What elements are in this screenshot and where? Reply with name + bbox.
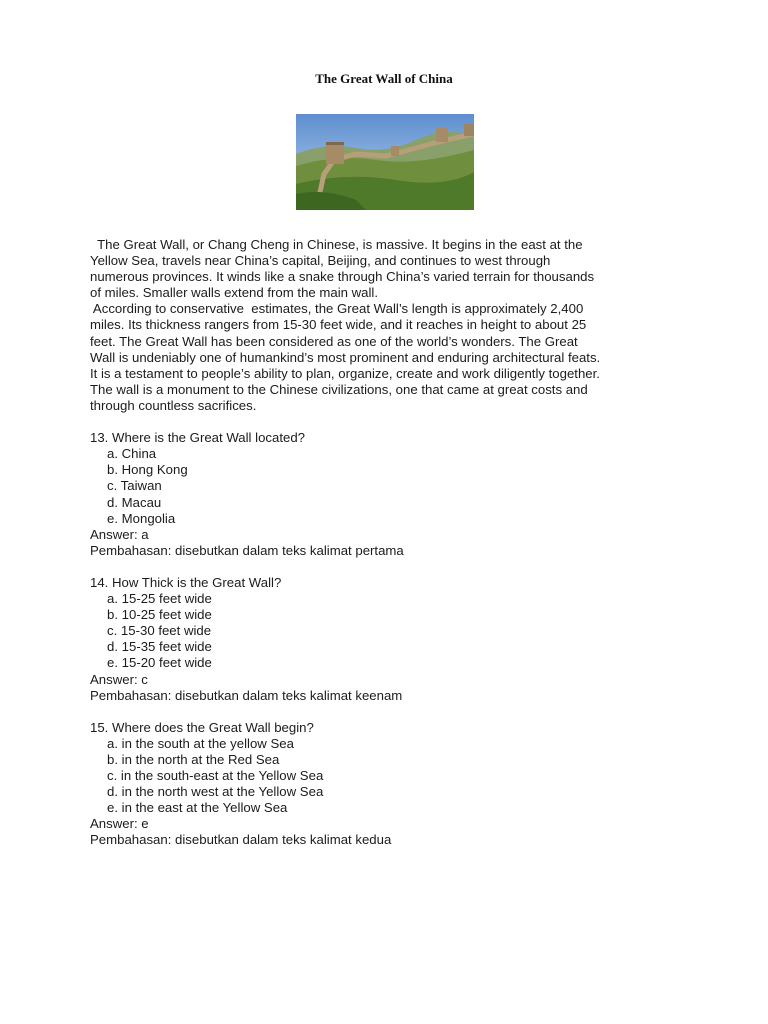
answer-option: a. China	[107, 446, 157, 462]
question-text: 13. Where is the Great Wall located?	[90, 430, 306, 446]
passage-line: feet. The Great Wall has been considered as one of the world’s wonders. The Great	[90, 333, 578, 349]
explanation: Pembahasan: disebutkan dalam teks kalimat kedua	[90, 832, 392, 848]
passage-line: miles. Its thickness rangers from 15-30 feet wide, and it reaches in height to about 25	[90, 317, 587, 333]
explanation: Pembahasan: disebutkan dalam teks kalimat pertama	[90, 542, 404, 558]
answer-option: a. 15-25 feet wide	[107, 591, 212, 607]
passage-line: According to conservative estimates, the Great Wall’s length is approximately 2,400	[90, 301, 584, 317]
question-block	[90, 720, 680, 849]
passage-line: The Great Wall, or Chang Cheng in Chinese, is massive. It begins in the east at the	[90, 237, 583, 252]
answer-option: a. in the south at the yellow Sea	[107, 735, 294, 751]
answer-option: b. in the north at the Red Sea	[107, 752, 280, 767]
great-wall-photo	[296, 114, 474, 210]
passage-line: It is a testament to people’s ability to plan, organize, create and work diligently together.	[90, 365, 600, 381]
answer-option: c. in the south-east at the Yellow Sea	[107, 768, 324, 784]
question-block	[90, 430, 680, 559]
passage-line: of miles. Smaller walls extend from the main wall.	[90, 285, 379, 301]
answer-option: c. Taiwan	[107, 478, 162, 494]
answer-key: Answer: a	[90, 526, 149, 542]
question-block	[90, 575, 680, 704]
passage-line: numerous provinces. It winds like a snake through China’s varied terrain for thousands	[90, 269, 595, 285]
passage	[90, 237, 680, 414]
page-title: The Great Wall of China	[315, 71, 453, 86]
answer-option: e. Mongolia	[107, 510, 176, 526]
answer-option: e. 15-20 feet wide	[107, 655, 212, 671]
answer-option: d. Macau	[107, 494, 162, 510]
answer-option: c. 15-30 feet wide	[107, 623, 212, 639]
question-text: 14. How Thick is the Great Wall?	[90, 574, 282, 590]
answer-option: b. Hong Kong	[107, 462, 188, 478]
answer-option: e. in the east at the Yellow Sea	[107, 800, 288, 816]
explanation: Pembahasan: disebutkan dalam teks kalimat keenam	[90, 687, 403, 703]
passage-line: through countless sacrifices.	[90, 397, 257, 413]
answer-key: Answer: c	[90, 671, 148, 687]
answer-option: d. in the north west at the Yellow Sea	[107, 784, 324, 800]
question-text: 15. Where does the Great Wall begin?	[90, 719, 314, 735]
passage-line: The wall is a monument to the Chinese civilizations, one that came at great costs and	[90, 381, 588, 397]
passage-line: Wall is undeniably one of humankind’s most prominent and enduring architectural feats.	[90, 349, 601, 365]
answer-key: Answer: e	[90, 816, 149, 832]
passage-line: Yellow Sea, travels near China’s capital, Beijing, and continues to west through	[90, 253, 551, 269]
answer-option: b. 10-25 feet wide	[107, 607, 212, 623]
answer-option: d. 15-35 feet wide	[107, 639, 212, 655]
document-body	[90, 237, 680, 849]
